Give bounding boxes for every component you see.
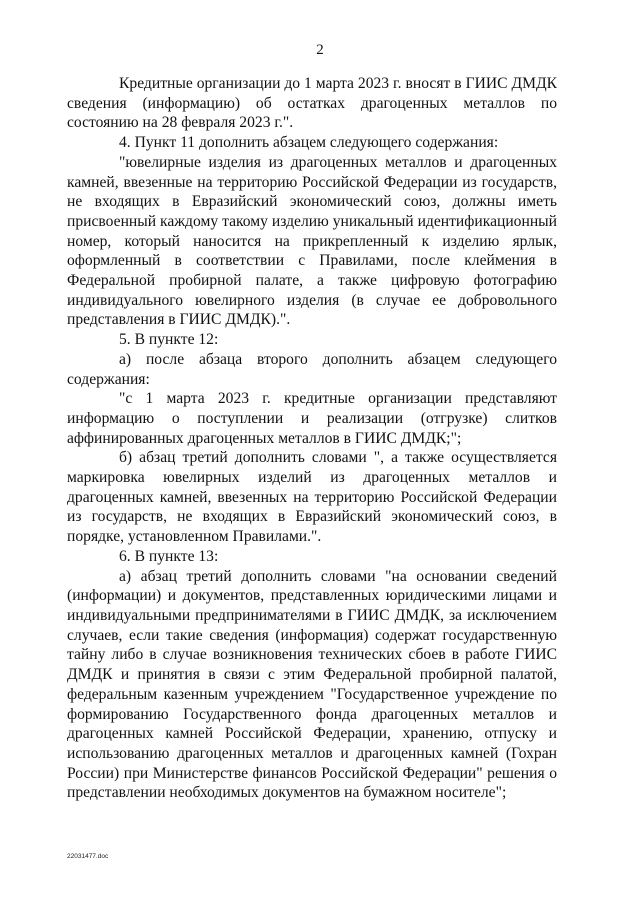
page-number: 2 — [316, 42, 324, 58]
paragraph-item-6: 6. В пункте 13: — [119, 547, 219, 565]
paragraph-item-5: 5. В пункте 12: — [119, 331, 219, 349]
paragraph-credit-organizations: Кредитные организации до 1 марта 2023 г. вносят в ГИИС ДМДК сведения (информацию) об остатках драгоценных металлов по состоянию на 28 февраля 2023 г.". — [67, 75, 557, 132]
paragraph-6a: а) абзац третий дополнить словами "на основании сведений (информации) и документов, представленных юридическими лицами и индивидуальными предпринимателями в ГИИС ДМДК, за исключением случаев, если такие сведения (информация) содержат государственную тайну либо в случае возникновения технических сбоев в работе ГИИС ДМДК и принятия в связи с этим Федеральной пробирной палатой, федеральным казенным учреждением "Государственное учреждение по формированию Государственного фонда драгоценных металлов и драгоценных камней Российской Федерации, хранению, отпуску и использованию драгоценных металлов и драгоценных камней (Гохран России) при Министерстве финансов Российской Федерации" решения о представлении необходимых документов на бумажном носителе"; — [67, 567, 557, 802]
paragraph-item-4: 4. Пункт 11 дополнить абзацем следующего содержания: — [119, 134, 499, 152]
paragraph-5b: б) абзац третий дополнить словами ", а также осуществляется маркировка ювелирных изделий из драгоценных металлов и драгоценных камней, ввезенных на территорию Российской Федерации из государств, не входящих в Евразийский экономический союз, в порядке, установленном Правилами.". — [67, 449, 557, 546]
file-name-footer: 22031477.doc — [67, 853, 109, 860]
paragraph-5a: а) после абзаца второго дополнить абзацем следующего содержания: — [67, 350, 557, 388]
paragraph-jewelry-items: "ювелирные изделия из драгоценных металлов и драгоценных камней, ввезенные на территорию Российской Федерации из государств, не входящих в Евразийский экономический союз, должны иметь присвоенный каждому такому изделию уникальный идентификационный номер, который наносится на прикрепленный к изделию ярлык, оформленный в соответствии с Правилами, после клеймения в Федеральной пробирной палате, а также цифровую фотографию индивидуального ювелирного изделия (в случае ее добровольного представления в ГИИС ДМДК).". — [67, 153, 557, 329]
document-body — [67, 74, 557, 803]
paragraph-5a-quote: "с 1 марта 2023 г. кредитные организации представляют информацию о поступлении и реализации (отгрузке) слитков аффинированных драгоценных металлов в ГИИС ДМДК;"; — [67, 390, 557, 447]
